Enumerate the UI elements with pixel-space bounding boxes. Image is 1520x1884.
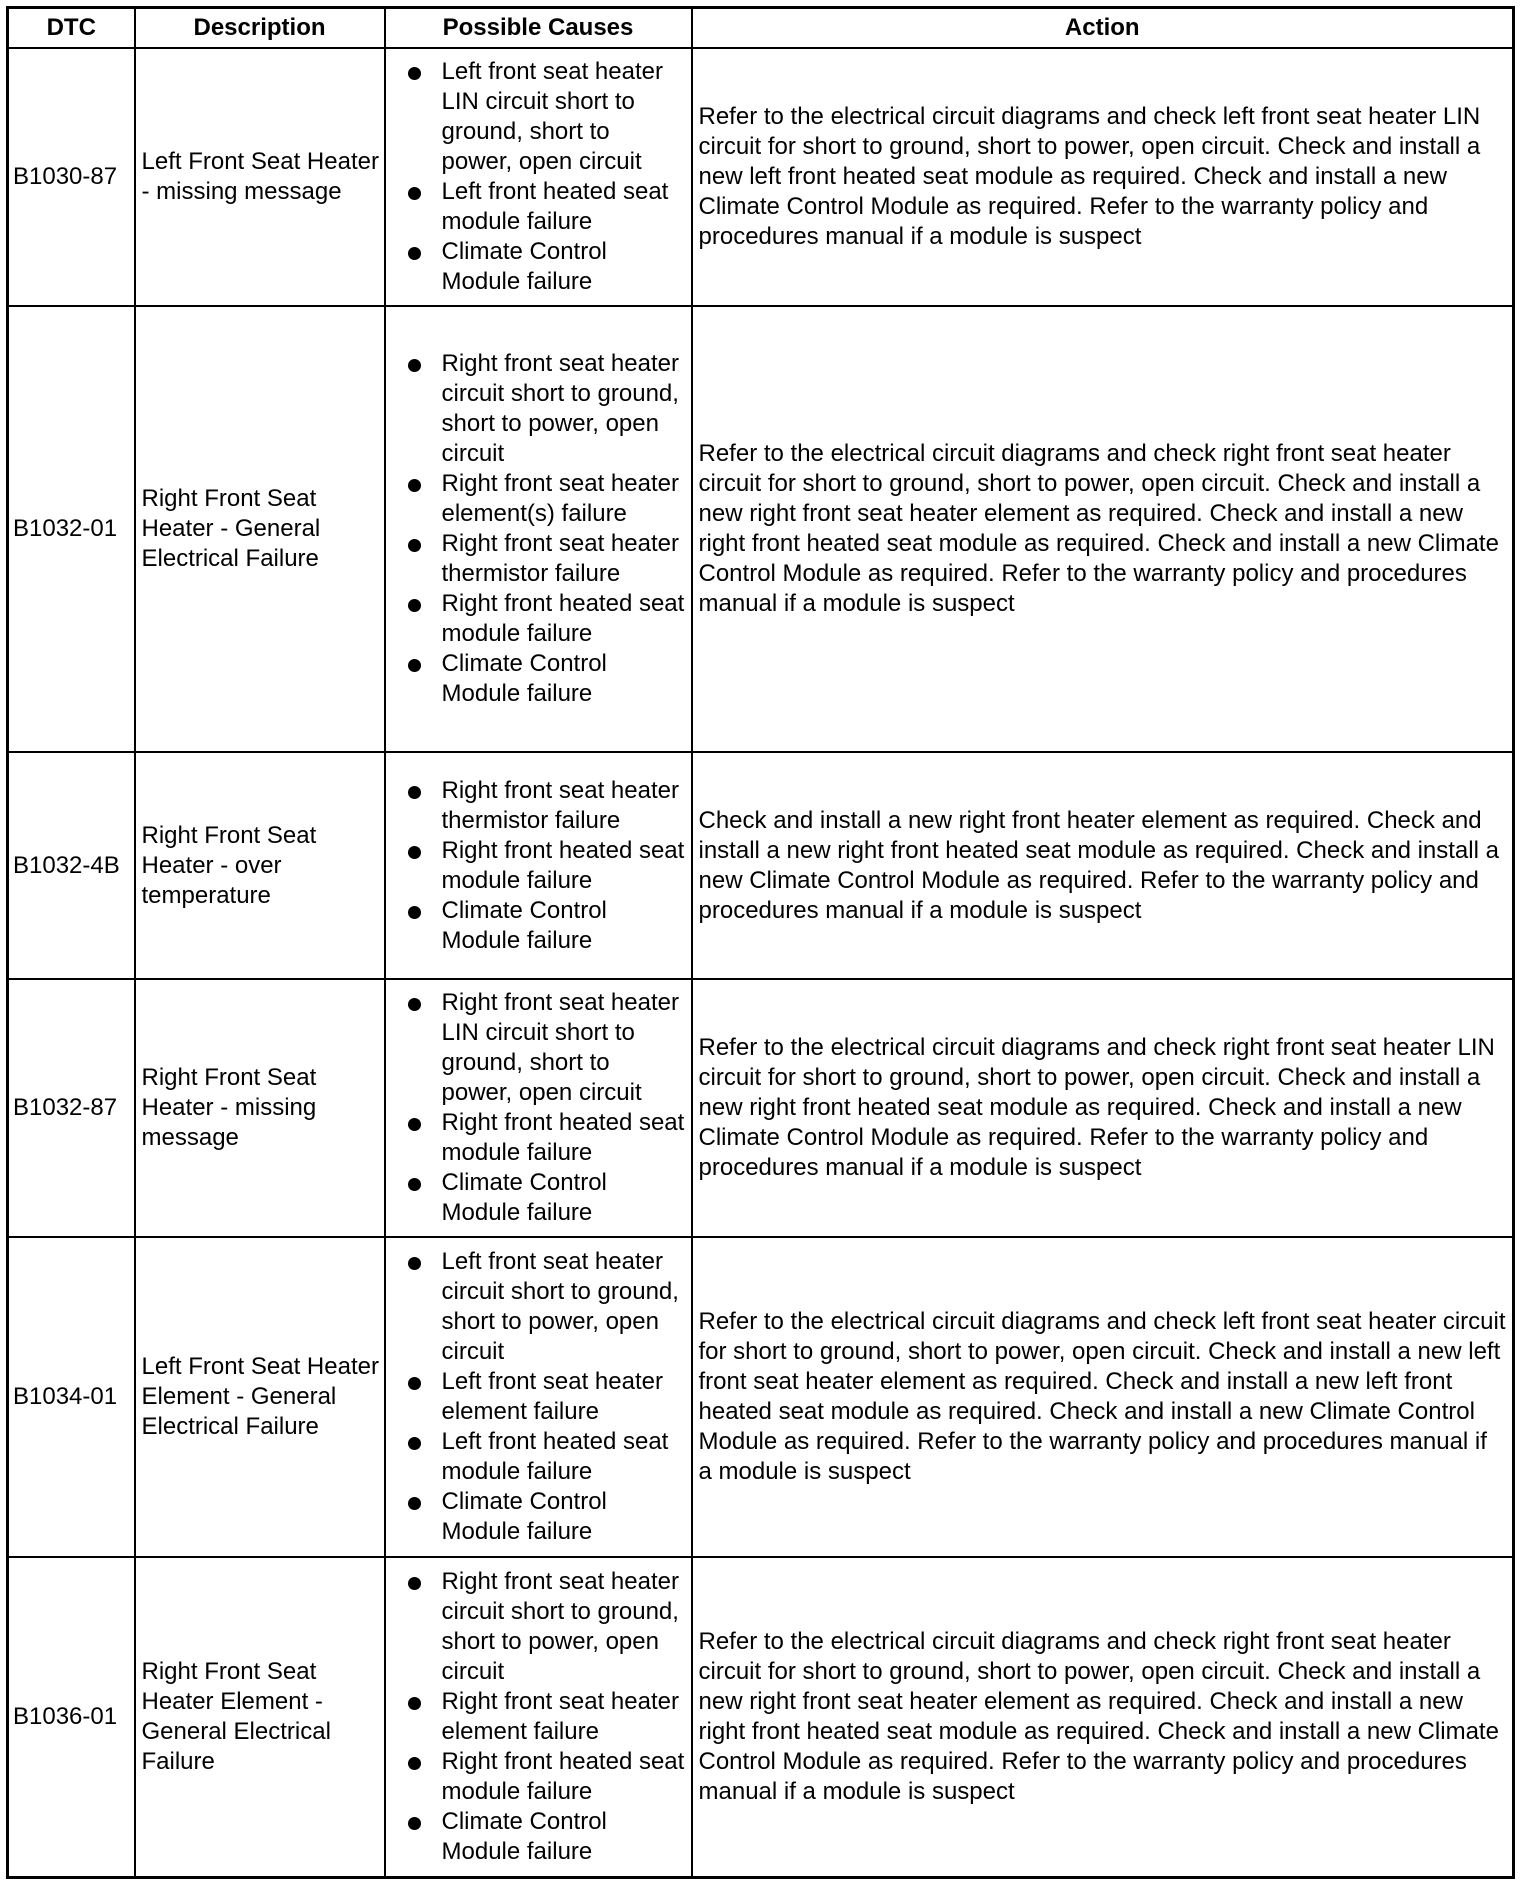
possible-causes (385, 48, 692, 306)
cause-item: Right front heated seat module failure (406, 589, 685, 649)
dtc-code: B1032-4B (8, 752, 135, 979)
cause-item: Left front seat heater circuit short to ground, short to power, open circuit (406, 1247, 685, 1367)
dtc-code: B1034-01 (8, 1237, 135, 1557)
header-dtc: DTC (8, 8, 135, 49)
table-row (8, 752, 1514, 979)
header-description: Description (135, 8, 385, 49)
cause-item: Climate Control Module failure (406, 1168, 685, 1228)
table-row (8, 306, 1514, 752)
cause-item: Climate Control Module failure (406, 896, 685, 956)
dtc-description: Left Front Seat Heater - missing message (135, 48, 385, 306)
possible-causes (385, 1557, 692, 1877)
dtc-description: Right Front Seat Heater - General Electrical Failure (135, 306, 385, 752)
cause-item: Climate Control Module failure (406, 237, 685, 297)
dtc-code: B1030-87 (8, 48, 135, 306)
cause-item: Right front seat heater thermistor failure (406, 776, 685, 836)
dtc-action: Refer to the electrical circuit diagrams and check left front seat heater LIN circuit for short to ground, short to power, open circuit. Check and install a new left front heated seat module as required. Check and install a new Climate Control Module as required. Refer to the warranty policy and procedures manual if a module is suspect (692, 48, 1514, 306)
cause-item: Right front seat heater circuit short to ground, short to power, open circuit (406, 1567, 685, 1687)
possible-causes (385, 306, 692, 752)
dtc-code: B1036-01 (8, 1557, 135, 1877)
dtc-action: Refer to the electrical circuit diagrams and check right front seat heater circuit for short to ground, short to power, open circuit. Check and install a new right front seat heater element as required. Check and install a new right front heated seat module as required. Check and install a new Climate Control Module as required. Refer to the warranty policy and procedures manual if a module is suspect (692, 306, 1514, 752)
dtc-code: B1032-01 (8, 306, 135, 752)
cause-list (406, 776, 685, 956)
cause-item: Right front seat heater element failure (406, 1687, 685, 1747)
cause-item: Left front seat heater element failure (406, 1367, 685, 1427)
dtc-description: Right Front Seat Heater Element - General Electrical Failure (135, 1557, 385, 1877)
cause-item: Right front seat heater thermistor failure (406, 529, 685, 589)
header-possible-causes: Possible Causes (385, 8, 692, 49)
header-action: Action (692, 8, 1514, 49)
dtc-description: Left Front Seat Heater Element - General Electrical Failure (135, 1237, 385, 1557)
dtc-action: Check and install a new right front heater element as required. Check and install a new right front heated seat module as required. Check and install a new Climate Control Module as required. Refer to the warranty policy and procedures manual if a module is suspect (692, 752, 1514, 979)
cause-item: Right front seat heater circuit short to ground, short to power, open circuit (406, 349, 685, 469)
dtc-action: Refer to the electrical circuit diagrams and check left front seat heater circuit for short to ground, short to power, open circuit. Check and install a new left front seat heater element as required. Check and install a new left front heated seat module as required. Check and install a new Climate Control Module as required. Refer to the warranty policy and procedures manual if a module is suspect (692, 1237, 1514, 1557)
table-row (8, 979, 1514, 1237)
cause-item: Right front seat heater LIN circuit short to ground, short to power, open circuit (406, 988, 685, 1108)
table-row (8, 48, 1514, 306)
table-row (8, 1557, 1514, 1877)
cause-item: Climate Control Module failure (406, 649, 685, 709)
table-row (8, 1237, 1514, 1557)
cause-list (406, 1567, 685, 1867)
possible-causes (385, 752, 692, 979)
dtc-description: Right Front Seat Heater - missing message (135, 979, 385, 1237)
dtc-table (6, 6, 1515, 1879)
cause-list (406, 1247, 685, 1547)
cause-item: Right front heated seat module failure (406, 1747, 685, 1807)
cause-list (406, 57, 685, 297)
cause-item: Left front heated seat module failure (406, 177, 685, 237)
dtc-code: B1032-87 (8, 979, 135, 1237)
dtc-action: Refer to the electrical circuit diagrams and check right front seat heater circuit for short to ground, short to power, open circuit. Check and install a new right front seat heater element as required. Check and install a new right front heated seat module as required. Check and install a new Climate Control Module as required. Refer to the warranty policy and procedures manual if a module is suspect (692, 1557, 1514, 1877)
table-header-row (8, 8, 1514, 49)
possible-causes (385, 979, 692, 1237)
cause-list (406, 988, 685, 1228)
possible-causes (385, 1237, 692, 1557)
cause-item: Climate Control Module failure (406, 1487, 685, 1547)
cause-item: Right front heated seat module failure (406, 1108, 685, 1168)
cause-list (406, 349, 685, 709)
cause-item: Right front heated seat module failure (406, 836, 685, 896)
cause-item: Left front seat heater LIN circuit short to ground, short to power, open circuit (406, 57, 685, 177)
dtc-description: Right Front Seat Heater - over temperature (135, 752, 385, 979)
cause-item: Left front heated seat module failure (406, 1427, 685, 1487)
cause-item: Climate Control Module failure (406, 1807, 685, 1867)
cause-item: Right front seat heater element(s) failure (406, 469, 685, 529)
dtc-action: Refer to the electrical circuit diagrams and check right front seat heater LIN circuit for short to ground, short to power, open circuit. Check and install a new right front heated seat module as required. Check and install a new Climate Control Module as required. Refer to the warranty policy and procedures manual if a module is suspect (692, 979, 1514, 1237)
